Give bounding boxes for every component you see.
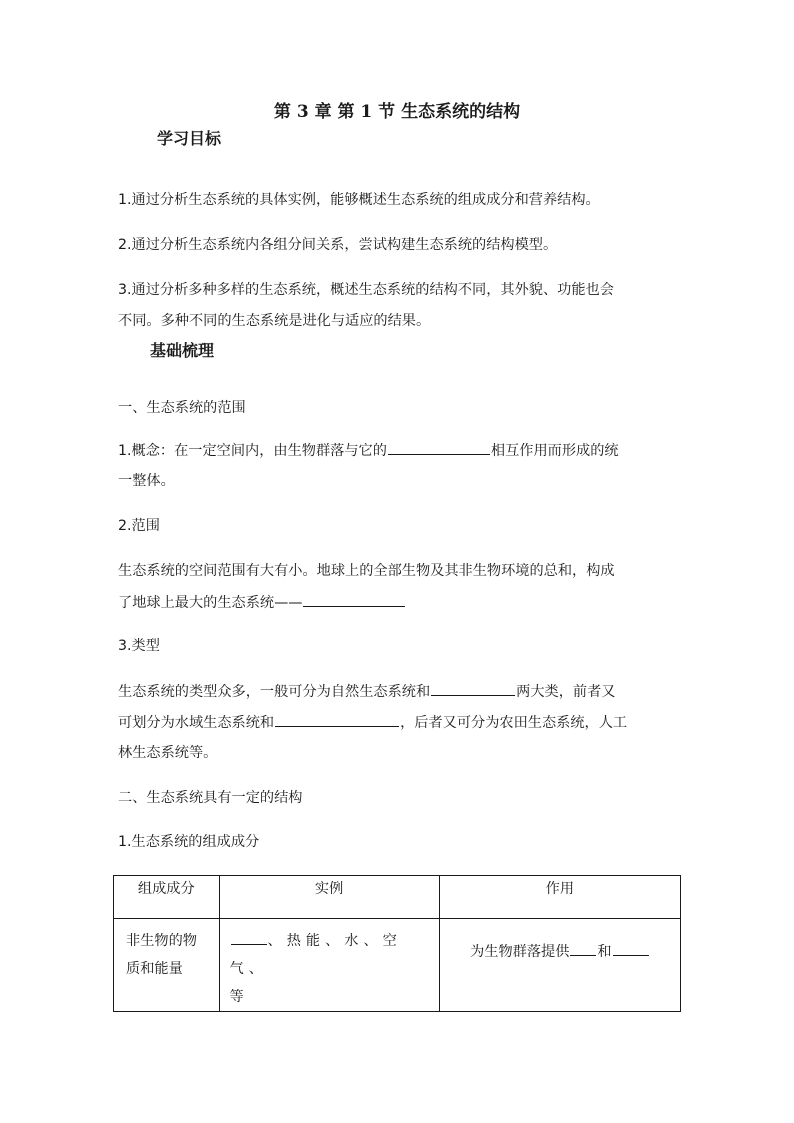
concept-line-1 [118, 440, 619, 461]
fill-blank-sunlight[interactable] [231, 930, 267, 945]
table-header-role: 作用 [439, 876, 680, 919]
table-row [114, 919, 681, 1012]
type-line-1 [118, 681, 615, 702]
concept-text-a: 1.概念：在一定空间内，由生物群落与它的 [118, 443, 387, 459]
concept-text-b: 相互作用而形成的统 [490, 443, 619, 459]
fill-blank-artificial[interactable] [431, 681, 515, 696]
role-text-a: 为生物群落提供 [470, 944, 570, 960]
part2-heading: 二、生态系统具有一定的结构 [118, 790, 303, 806]
fill-blank-energy[interactable] [613, 941, 649, 956]
type-text-d: ，后者又可分为农田生态系统，人工 [400, 715, 628, 731]
range-line-2 [118, 592, 406, 613]
section-heading-basics: 基础梳理 [150, 341, 215, 360]
goal-item-3-line-2: 不同。多种不同的生态系统是进化与适应的结果。 [118, 313, 431, 329]
section-heading-goals: 学习目标 [157, 129, 222, 148]
table-header-row [114, 876, 681, 919]
component-line-1: 非生物的物 [126, 933, 197, 949]
range-line-1: 生态系统的空间范围有大有小。地球上的全部生物及其非生物环境的总和，构成 [118, 563, 615, 579]
type-text-b: 两大类，前者又 [516, 684, 616, 700]
part1-heading: 一、生态系统的范围 [118, 400, 246, 416]
range-text-b: 了地球上最大的生态系统—— [118, 595, 303, 611]
type-line-2 [118, 712, 627, 733]
part2-subheading: 1.生态系统的组成成分 [118, 834, 260, 850]
cell-example [219, 919, 439, 1012]
type-text-a: 生态系统的类型众多，一般可分为自然生态系统和 [118, 684, 431, 700]
goal-item-2: 2.通过分析生态系统内各组分间关系，尝试构建生态系统的结构模型。 [118, 237, 558, 253]
table-header-example: 实例 [219, 876, 439, 919]
components-table [113, 875, 681, 1012]
fill-blank-terrestrial[interactable] [275, 712, 399, 727]
table-header-component: 组成成分 [114, 876, 220, 919]
component-line-2: 质和能量 [126, 961, 183, 977]
example-line-2: 等 [229, 989, 244, 1005]
fill-blank-matter[interactable] [570, 941, 596, 956]
goal-item-3-line-1: 3.通过分析多种多样的生态系统，概述生态系统的结构不同，其外貌、功能也会 [118, 282, 614, 298]
cell-component [114, 919, 220, 1012]
goal-item-1: 1.通过分析生态系统的具体实例，能够概述生态系统的组成成分和营养结构。 [118, 192, 600, 208]
type-line-3: 林生态系统等。 [118, 745, 218, 761]
role-text-b: 和 [597, 944, 612, 960]
example-line-1: 、热能、水、空气、 [229, 933, 402, 977]
cell-role [439, 919, 680, 1012]
fill-blank-biosphere[interactable] [303, 592, 405, 607]
fill-blank-environment[interactable] [388, 440, 490, 455]
type-text-c: 可划分为水域生态系统和 [118, 715, 275, 731]
range-label: 2.范围 [118, 518, 160, 534]
page-title: 第 3 章 第 1 节 生态系统的结构 [273, 102, 521, 122]
type-label: 3.类型 [118, 638, 160, 654]
concept-line-2: 一整体。 [118, 473, 175, 489]
